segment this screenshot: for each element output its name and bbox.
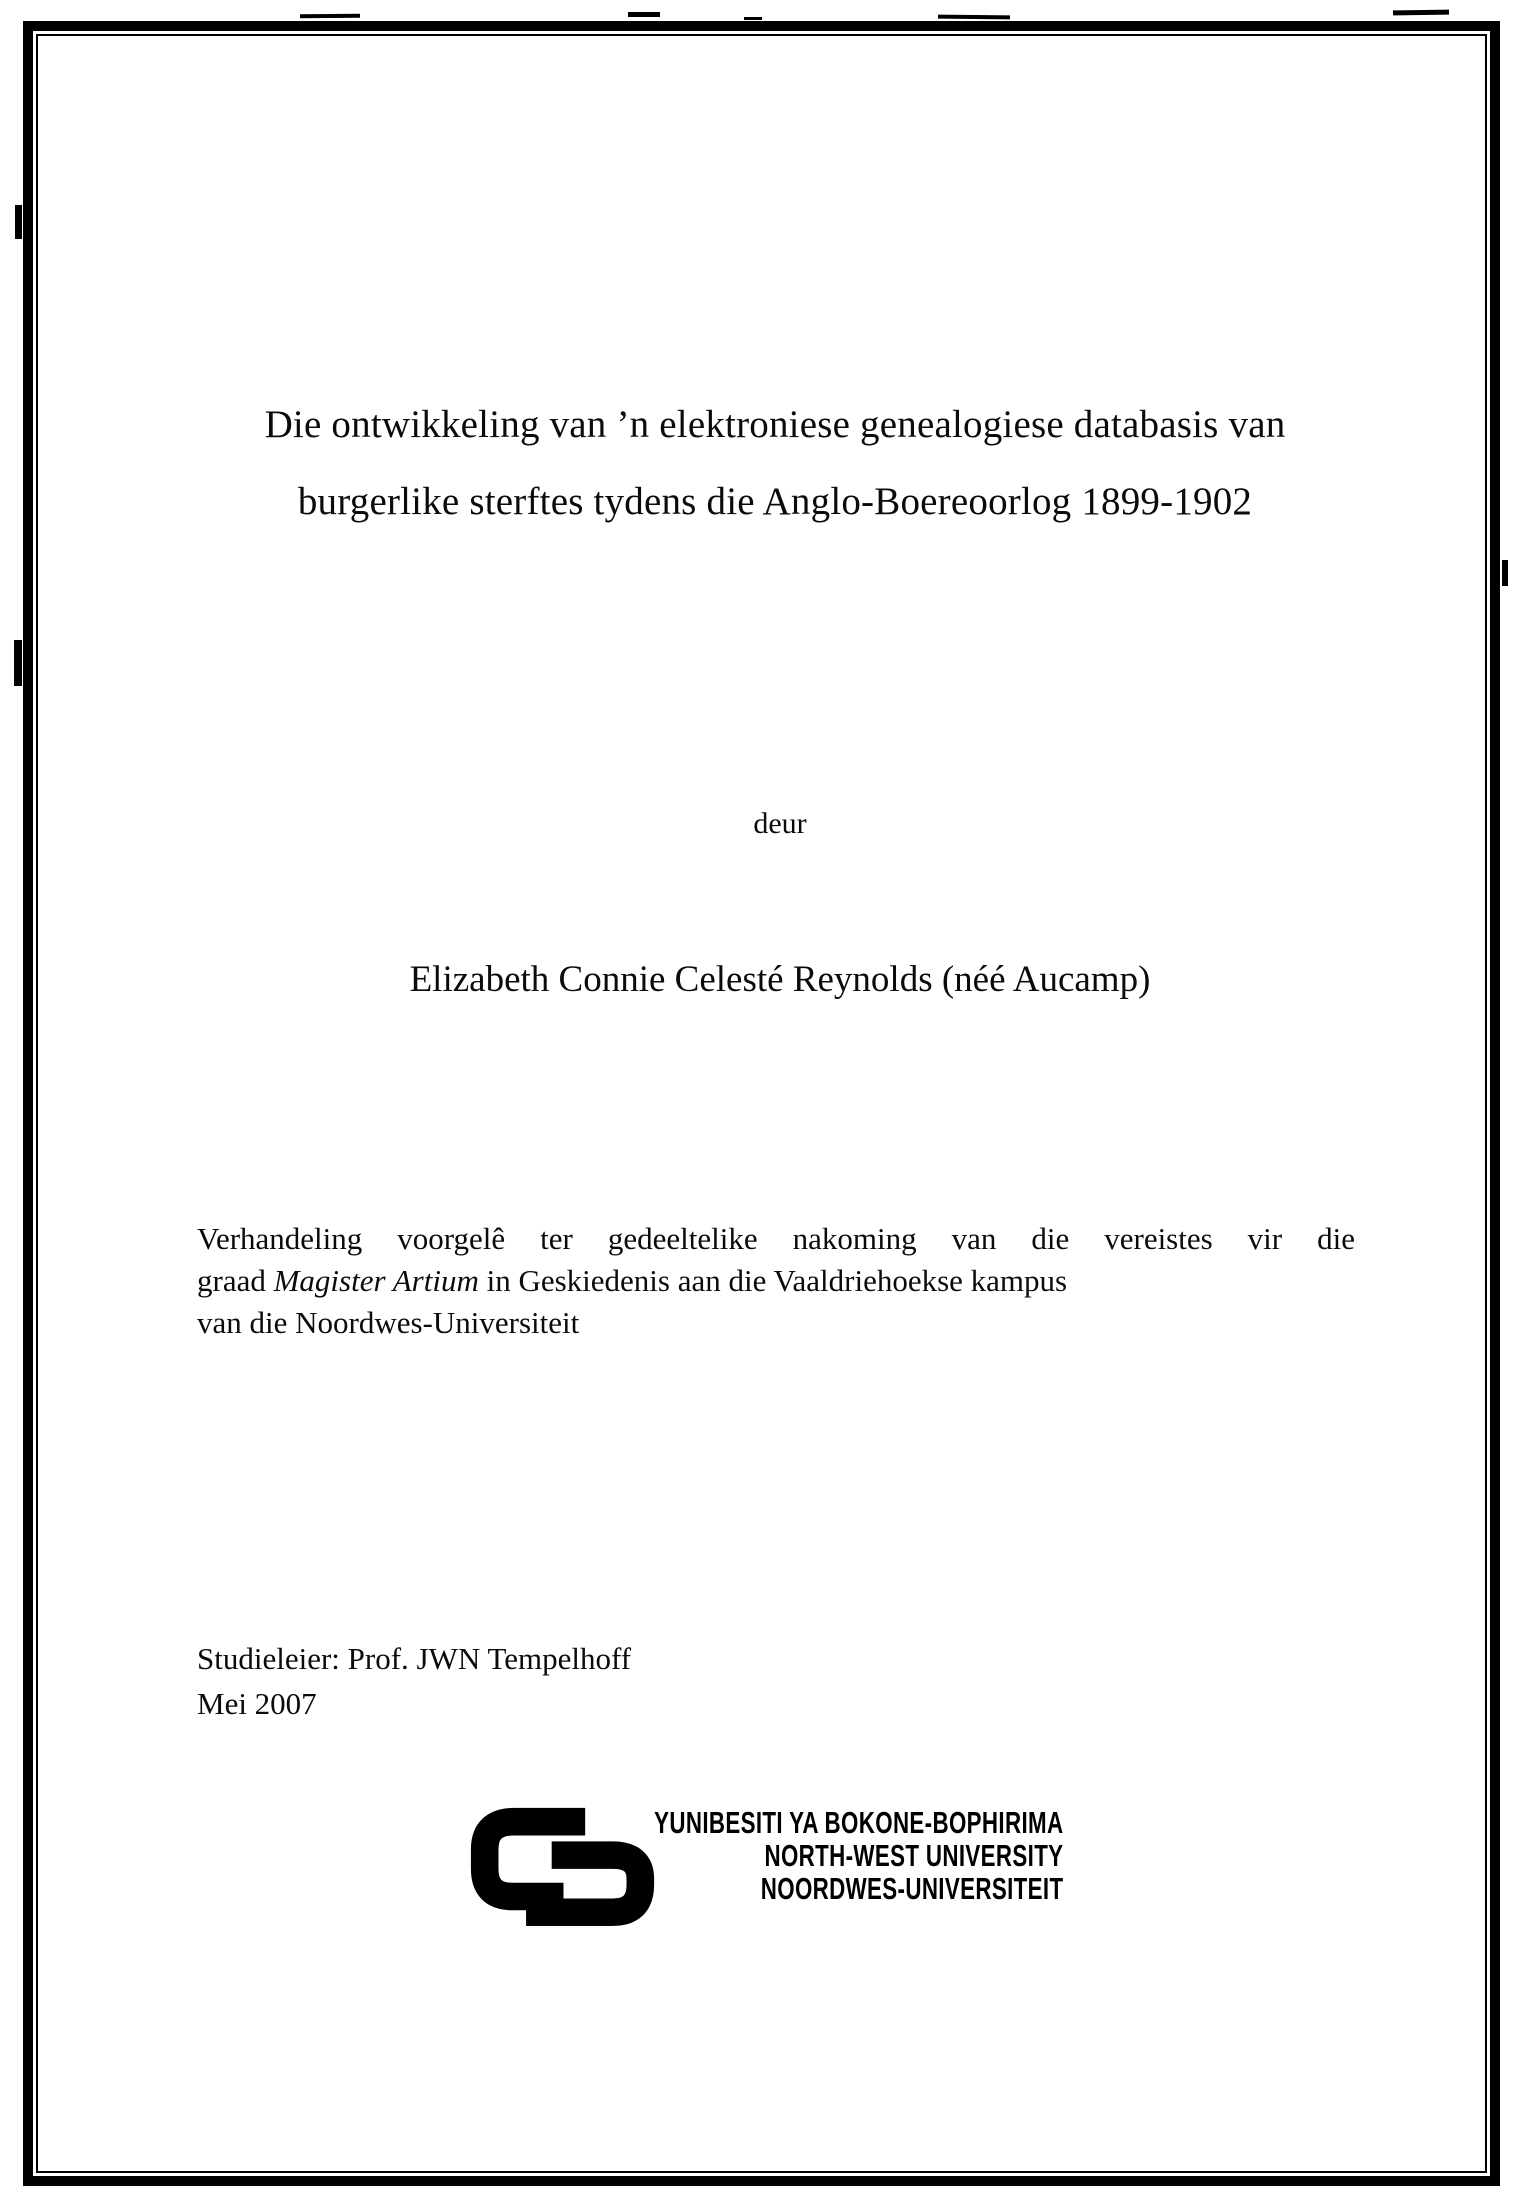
degree-name-italic: Magister Artium	[273, 1263, 479, 1298]
author-name: Elizabeth Connie Celesté Reynolds (néé Aucamp)	[409, 959, 1151, 1000]
scan-artifact	[628, 12, 660, 17]
degree-statement-line3: van die Noordwes-Universiteit	[197, 1305, 580, 1340]
degree-statement-line1: Verhandeling voorgelê ter gedeeltelike nakoming van die vereistes vir die	[197, 1221, 1355, 1256]
logo-text-setswana: YUNIBESITI YA BOKONE-BOPHIRIMA	[654, 1805, 1064, 1840]
logo-text-afrikaans: NOORDWES-UNIVERSITEIT	[760, 1871, 1064, 1906]
scan-artifact	[1502, 560, 1508, 586]
thesis-title-line2: burgerlike sterftes tydens die Anglo-Boereoorlog 1899-1902	[297, 480, 1253, 523]
scan-artifact	[14, 640, 22, 686]
byline-preposition: deur	[753, 807, 807, 840]
degree-statement-line2-prefix: graad	[197, 1263, 274, 1298]
scan-artifact	[15, 205, 22, 239]
supervisor-date-block	[197, 1636, 631, 1726]
scan-artifact	[744, 17, 762, 20]
supervisor-line: Studieleier: Prof. JWN Tempelhoff	[197, 1641, 632, 1676]
scan-artifact	[938, 15, 1010, 20]
university-logo-text	[594, 1806, 1063, 1905]
scan-artifact	[300, 14, 360, 19]
thesis-title-line1: Die ontwikkeling van ’n elektroniese genealogiese databasis van	[264, 403, 1286, 446]
scan-artifact	[1393, 10, 1449, 16]
date-line: Mei 2007	[197, 1686, 317, 1721]
thesis-title	[190, 386, 1360, 540]
logo-text-english: NORTH-WEST UNIVERSITY	[764, 1838, 1064, 1873]
degree-statement-line2-suffix: in Geskiedenis aan die Vaaldriehoekse kampus	[478, 1263, 1068, 1298]
degree-statement-line2	[197, 1260, 1355, 1302]
degree-statement	[197, 1218, 1355, 1344]
